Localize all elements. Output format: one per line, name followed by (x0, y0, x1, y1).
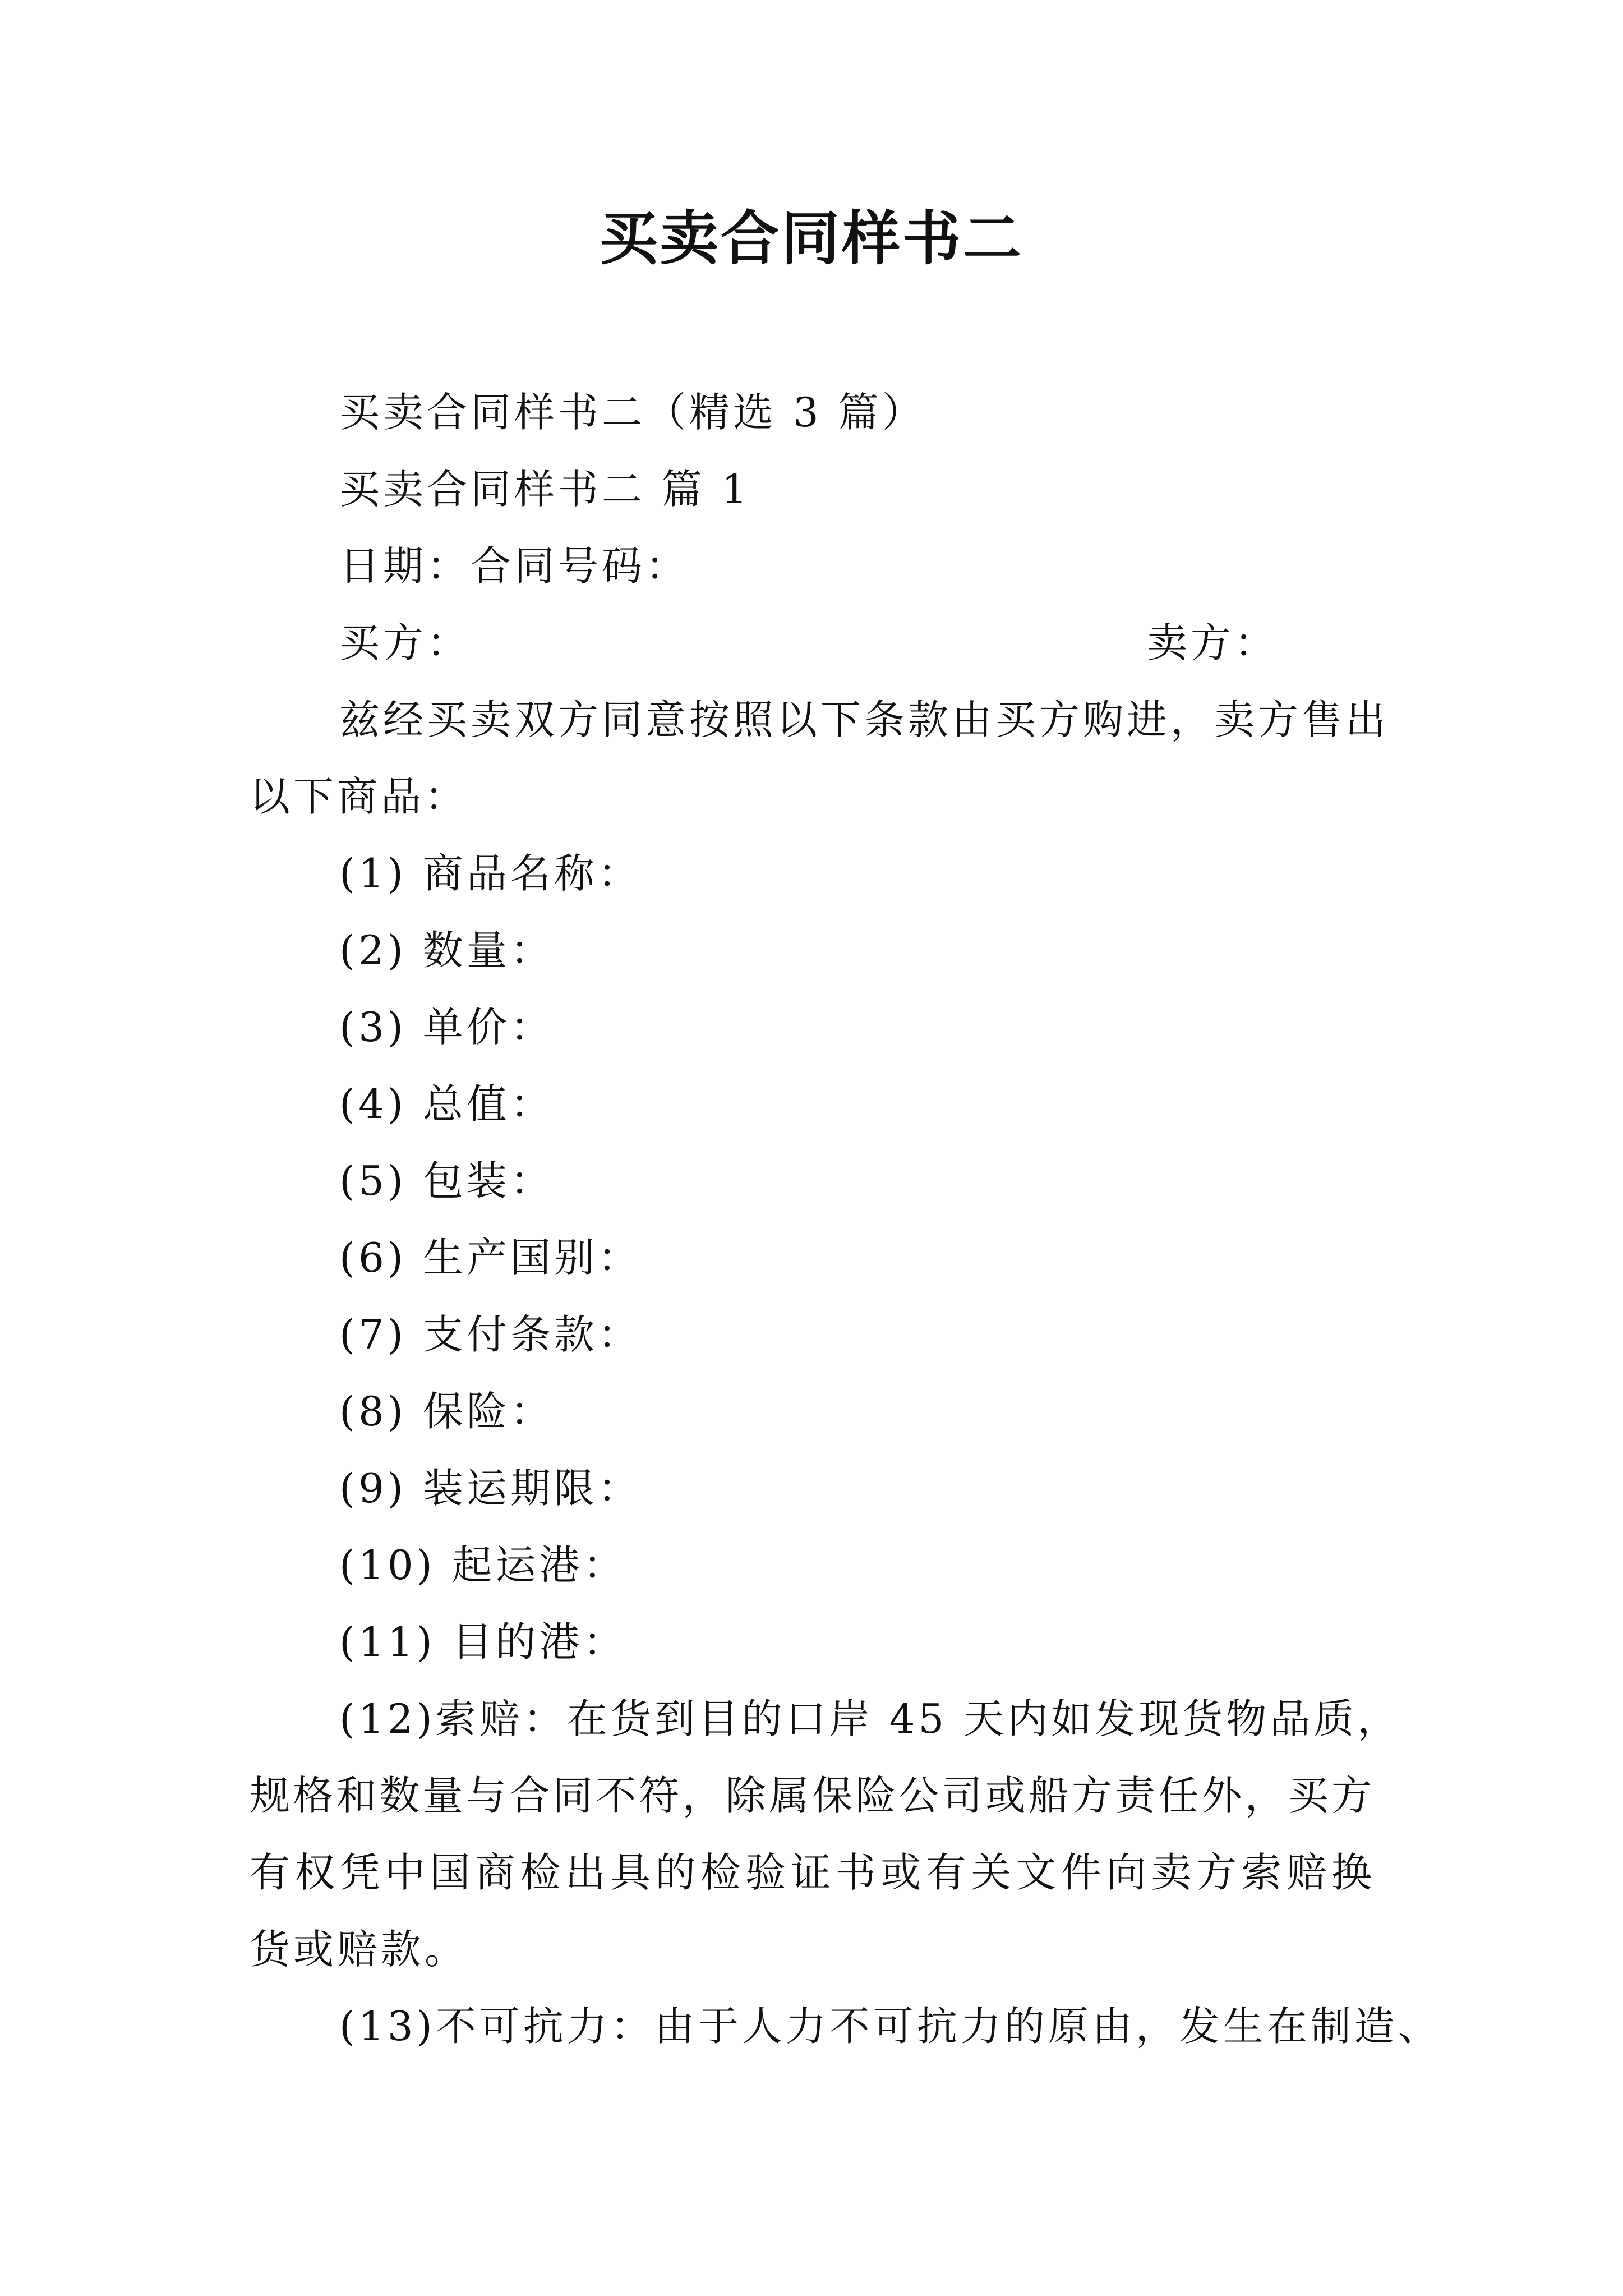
buyer-label: 买方： (339, 619, 471, 666)
item-port-of-destination: (11) 目的港： (339, 1618, 627, 1665)
item-quantity: (2) 数量： (339, 927, 554, 974)
item-product-name: (1) 商品名称： (339, 850, 642, 897)
item-shipment-period: (9) 装运期限： (339, 1465, 642, 1512)
item-total-value: (4) 总值： (339, 1080, 554, 1128)
item-insurance: (8) 保险： (339, 1388, 554, 1435)
intro-paragraph-line-2: 以下商品： (250, 773, 469, 820)
document-subtitle: 买卖合同样书二（精选 3 篇） (339, 389, 926, 436)
clause-12-line-4: 货或赔款。 (250, 1926, 469, 1973)
item-payment-terms: (7) 支付条款： (339, 1311, 642, 1358)
clause-13-line-1: (13)不可抗力：由于人力不可抗力的原由，发生在制造、 (339, 2003, 1442, 2050)
seller-label: 卖方： (1147, 619, 1279, 666)
item-packing: (5) 包装： (339, 1157, 554, 1204)
clause-12-line-3: 有权凭中国商检出具的检验证书或有关文件向卖方索赔换 (250, 1849, 1374, 1896)
intro-paragraph-line-1: 兹经买卖双方同意按照以下条款由买方购进，卖方售出 (339, 696, 1390, 743)
date-contract-number-line: 日期：合同号码： (339, 542, 690, 590)
document-title: 买卖合同样书二 (599, 204, 1023, 273)
section-heading: 买卖合同样书二 篇 1 (339, 466, 751, 513)
item-country-of-origin: (6) 生产国别： (339, 1234, 642, 1281)
item-unit-price: (3) 单价： (339, 1004, 554, 1051)
item-port-of-loading: (10) 起运港： (339, 1542, 627, 1589)
clause-12-line-1: (12)索赔：在货到目的口岸 45 天内如发现货物品质， (339, 1695, 1401, 1742)
clause-12-line-2: 规格和数量与合同不符，除属保险公司或船方责任外，买方 (250, 1772, 1374, 1819)
